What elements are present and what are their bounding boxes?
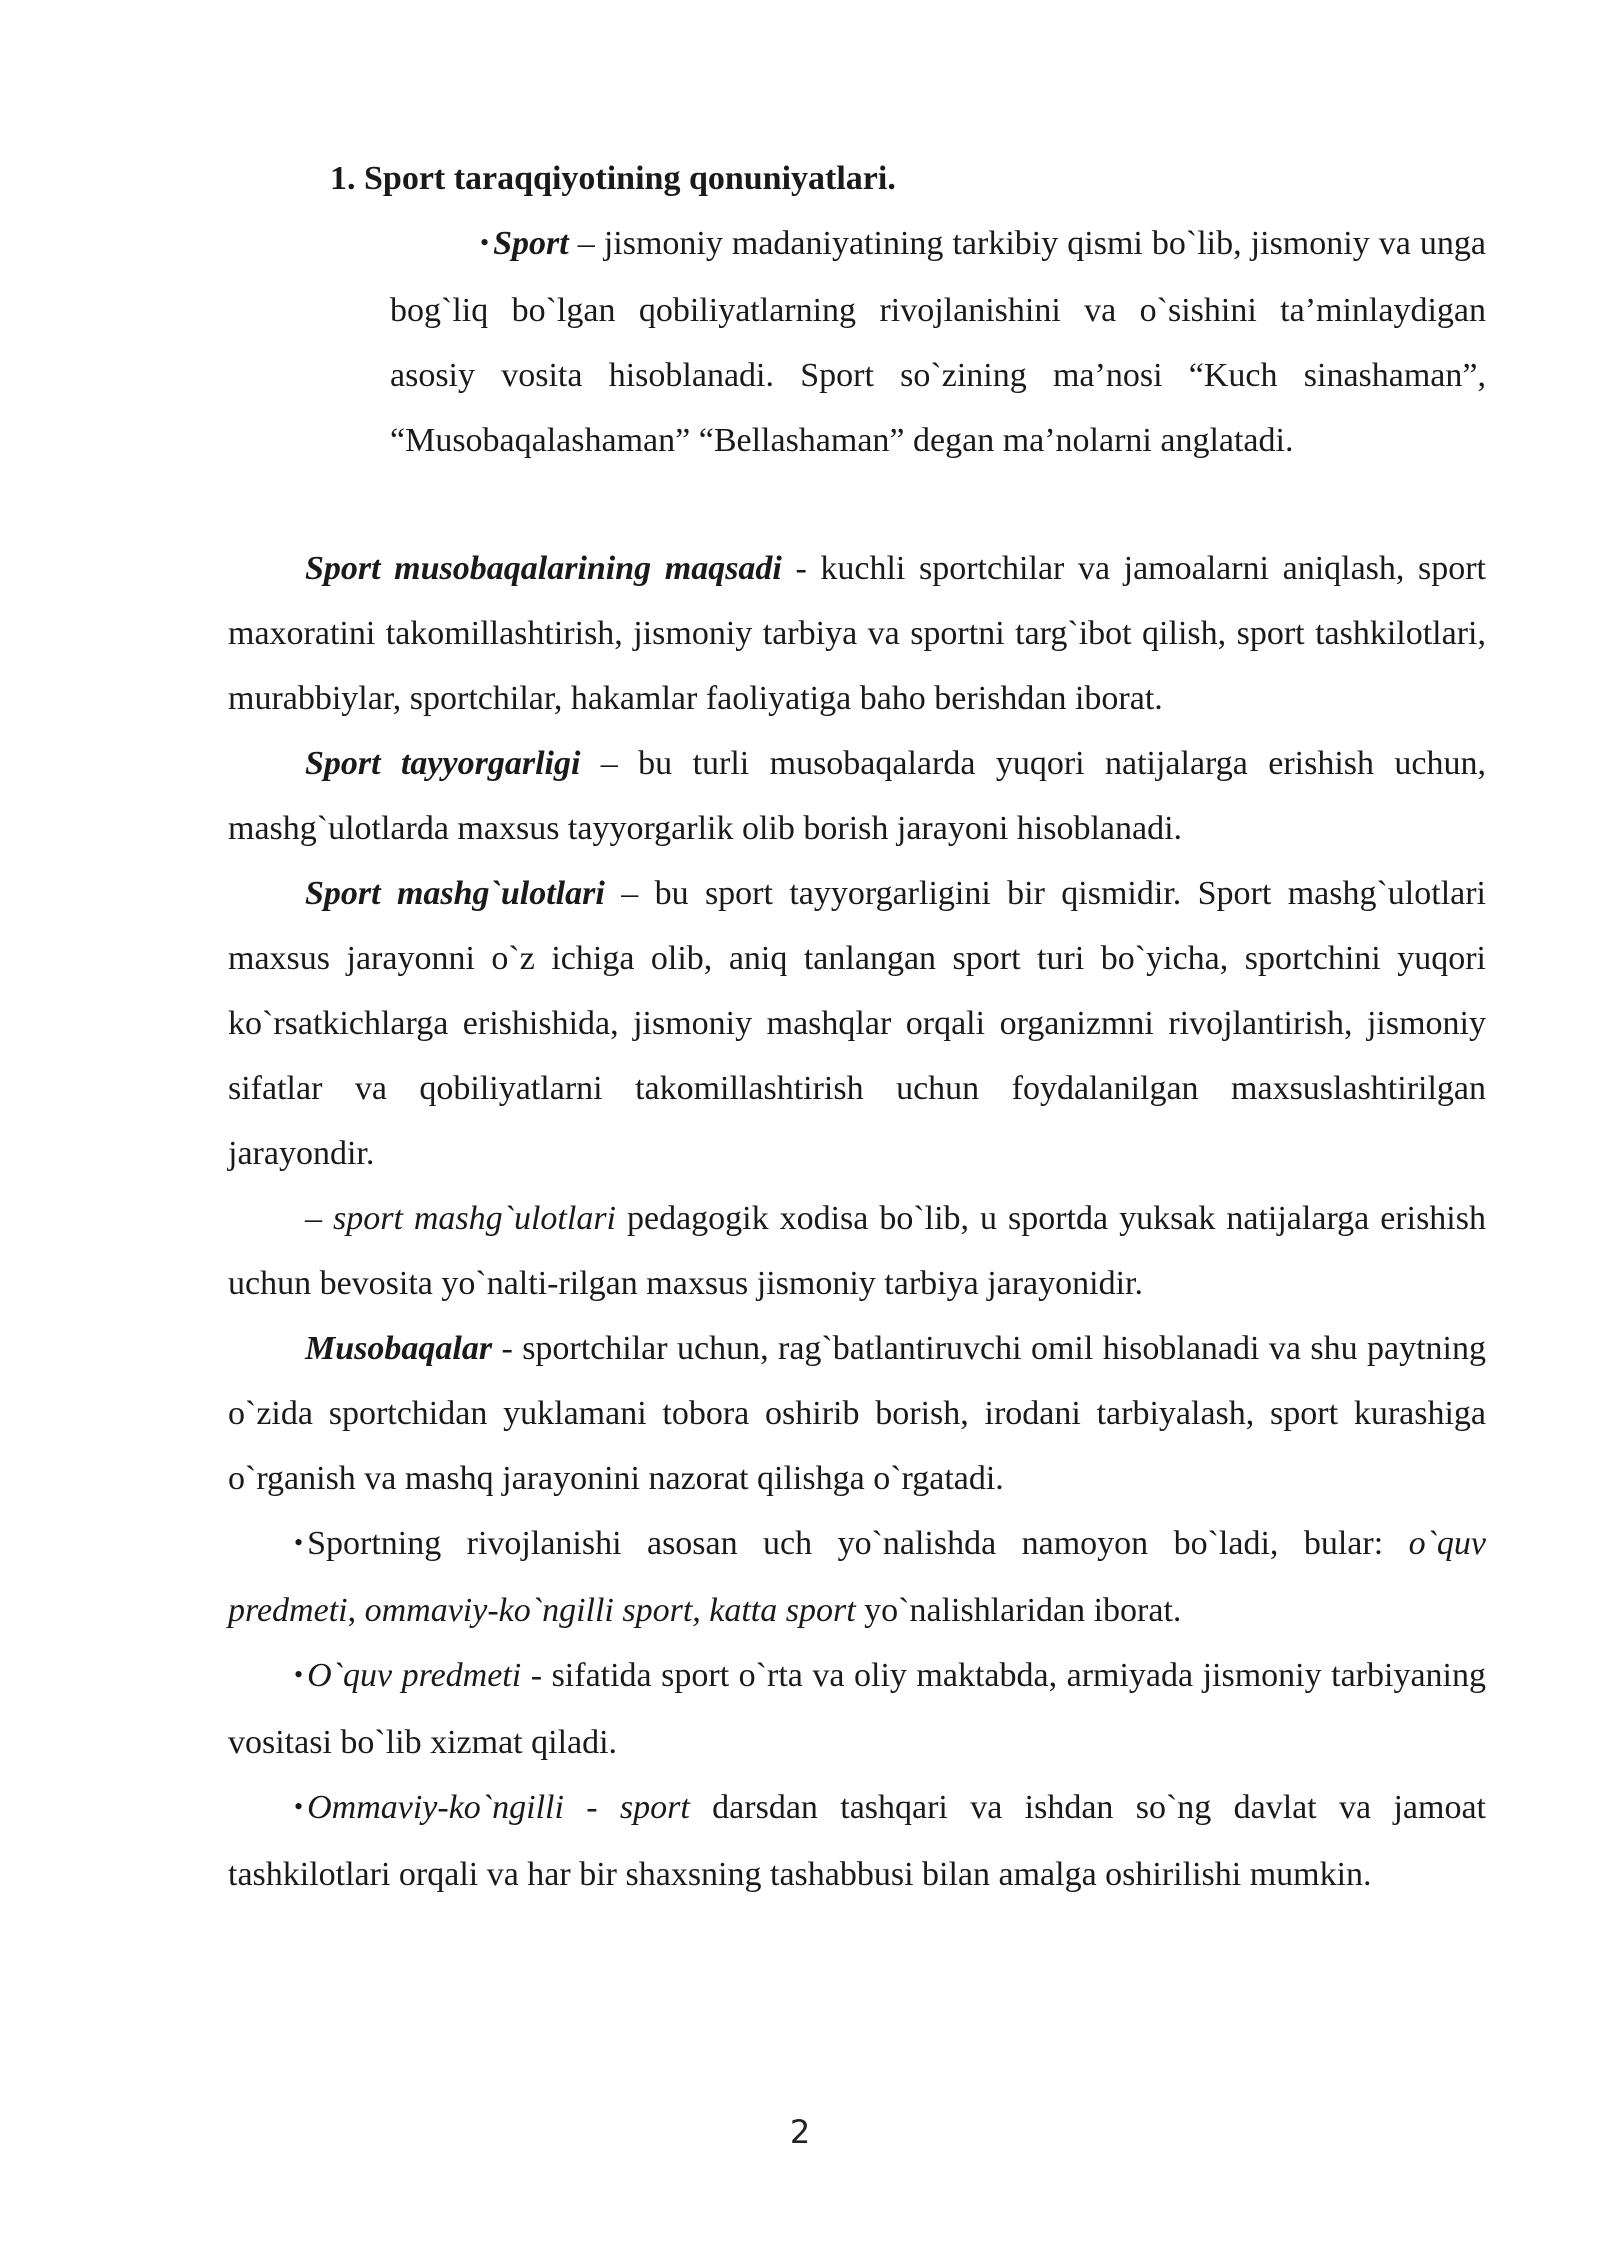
bullet-italic: O`quv predmeti [307,1657,522,1694]
bullet-text: darsdan tashqari va ishdan so`ng davlat va jamoat tashkilotlari orqali va har bir shaxsning tashabbusi bilan amalga oshirilishi mumkin. [228,1789,1486,1893]
bullet-icon: • [294,1792,304,1821]
bullet-item [228,1511,1486,1643]
bullet-italic: Ommaviy-ko`ngilli [307,1789,564,1826]
definition-text: – bu turli musobaqalarda yuqori natijalarga erishish uchun, mashg`ulotlarda maxsus tayyorgarlik olib borish jarayoni hisoblanadi. [228,745,1486,847]
paragraph-sport-tayyorgarligi [228,731,1486,861]
paragraph-musobaqa-maqsadi [228,536,1486,731]
term: Sport musobaqalarining maqsadi [305,550,782,587]
document-body [228,536,1486,1907]
bullet-text: - sifatida sport o`rta va oliy maktabda, armiyada jismoniy tarbiyaning vositasi bo`lib xizmat qiladi. [228,1657,1486,1761]
term: Sport mashg`ulotlari [305,875,605,912]
bullet-text: yo`nalishlaridan iborat. [855,1592,1182,1629]
term: Sport tayyorgarligi [305,745,581,782]
term-sport: Sport [493,225,569,262]
italic-term: sport mashg`ulotlari [332,1200,616,1237]
bullet-icon: • [294,1660,304,1689]
definition-text: pedagogik xodisa bo`lib, u sportda yuksak natijalarga erishish uchun bevosita yo`nalti-rilgan maxsus jismoniy tarbiya jarayonidir. [228,1200,1486,1302]
bullet-item [228,1643,1486,1775]
bullet-italic: ommaviy-ko`ngilli sport, katta sport [364,1592,856,1629]
bullet-text: , [347,1592,365,1629]
definition-text: - sportchilar uchun, rag`batlantiruvchi omil hisoblanadi va shu paytning o`zida sportchidan yuklamani tobora oshirib borish, irodani tarbiyalash, sport kurashiga o`rganish va mashq jarayonini nazorat qilishga o`rgatadi. [228,1330,1486,1497]
intro-text: – jismoniy madaniyatining tarkibiy qismi bo`lib, jismoniy va unga bog`liq bo`lgan qobiliyatlarning rivojlanishini va o`sishini ta’minlaydigan asosiy vosita hisoblanadi. Sport so`zining ma’nosi “Kuch sinashaman”, “Musobaqalashaman” “Bellashaman” degan ma’nolarni anglatadi. [390,225,1486,459]
bullet-icon: • [480,228,490,257]
term: Musobaqalar [305,1330,493,1367]
intro-first-line [390,211,1486,473]
bullet-text: Sportning rivojlanishi asosan uch yo`nalishda namoyon bo`ladi, bular: [307,1525,1409,1562]
section-heading: 1. Sport taraqqiyotining qonuniyatlari. [330,160,896,197]
definition-text: - kuchli sportchilar va jamoalarni aniqlash, sport maxoratini takomillashtirish, jismoniy tarbiya va sportni targ`ibot qilish, sport tashkilotlari, murabbiylar, sportchilar, hakamlar faoliyatiga baho berishdan iborat. [228,550,1486,717]
bullet-icon: • [294,1528,304,1557]
paragraph-musobaqalar [228,1316,1486,1511]
bullet-italic: o`quv predmeti [228,1525,1486,1629]
paragraph-pedagogik-xodisa [228,1186,1486,1316]
page-number: 2 [789,2113,811,2151]
bullet-item [228,1775,1486,1907]
paragraph-sport-mashgulotlari [228,861,1486,1186]
definition-text: – bu sport tayyorgarligini bir qismidir. Sport mashg`ulotlari maxsus jarayonni o`z ichiga olib, aniq tanlangan sport turi bo`yicha, sportchini yuqori ko`rsatkichlarga erishishida, jismoniy mashqlar orqali organizmni rivojlantirish, jismoniy sifatlar va qobiliyatlarni takomillashtirish uchun foydalanilgan maxsuslashtirilgan jarayondir. [228,875,1486,1172]
dash-prefix: – [305,1200,333,1237]
bullet-text: - [563,1789,620,1826]
intro-bullet-paragraph [390,211,1486,473]
bullet-italic: sport [619,1789,690,1826]
